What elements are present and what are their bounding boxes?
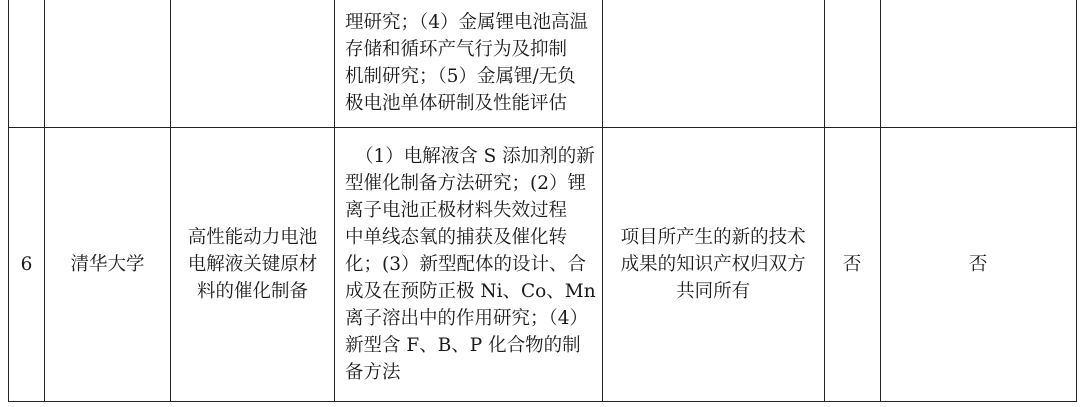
content-line: 成及在预防正极 Ni、Co、Mn (345, 281, 596, 302)
ip-line: 成果的知识产权归双方 (620, 254, 806, 275)
ip-line: 项目所产生的新的技术 (620, 227, 806, 248)
ip-cell (602, 128, 824, 402)
flag1-cell: 否 (824, 128, 880, 402)
index-cell (9, 0, 45, 128)
content-cell (335, 0, 603, 128)
flag2-cell (880, 0, 1076, 128)
content-line: 极电池单体研制及性能评估 (345, 93, 568, 114)
content-cell (335, 128, 603, 402)
content-line: 离子电池正极材料失效过程 (345, 200, 568, 221)
party-cell: 清华大学 (45, 128, 171, 402)
project-line: 高性能动力电池 (187, 227, 318, 248)
content-line: 理研究；（4）金属锂电池高温 (345, 12, 589, 33)
cooperation-table (8, 0, 1077, 402)
project-cell (171, 0, 335, 128)
party-cell (45, 0, 171, 128)
content-line: （1）电解液含 S 添加剂的新 (355, 146, 595, 167)
ip-cell (602, 0, 824, 128)
flag2-cell: 否 (880, 128, 1076, 402)
project-line: 电解液关键原材 (187, 254, 318, 275)
table-row (9, 128, 1077, 402)
content-line: 中单线态氧的捕获及催化转 (345, 227, 568, 248)
content-line: 存储和循环产气行为及抑制 (345, 39, 568, 60)
content-line: 备方法 (345, 362, 401, 383)
ip-line: 共同所有 (676, 281, 751, 302)
project-line: 料的催化制备 (196, 281, 308, 302)
content-line: 离子溶出中的作用研究；（4） (345, 308, 589, 329)
content-line: 化；(3）新型配体的设计、合 (345, 254, 586, 275)
content-line: 型催化制备方法研究；(2）锂 (345, 173, 586, 194)
project-cell (171, 128, 335, 402)
content-line: 新型含 F、B、P 化合物的制 (345, 335, 581, 356)
table-row (9, 0, 1077, 128)
index-cell: 6 (9, 128, 45, 402)
flag1-cell (824, 0, 880, 128)
content-line: 机制研究；（5）金属锂/无负 (345, 66, 576, 87)
